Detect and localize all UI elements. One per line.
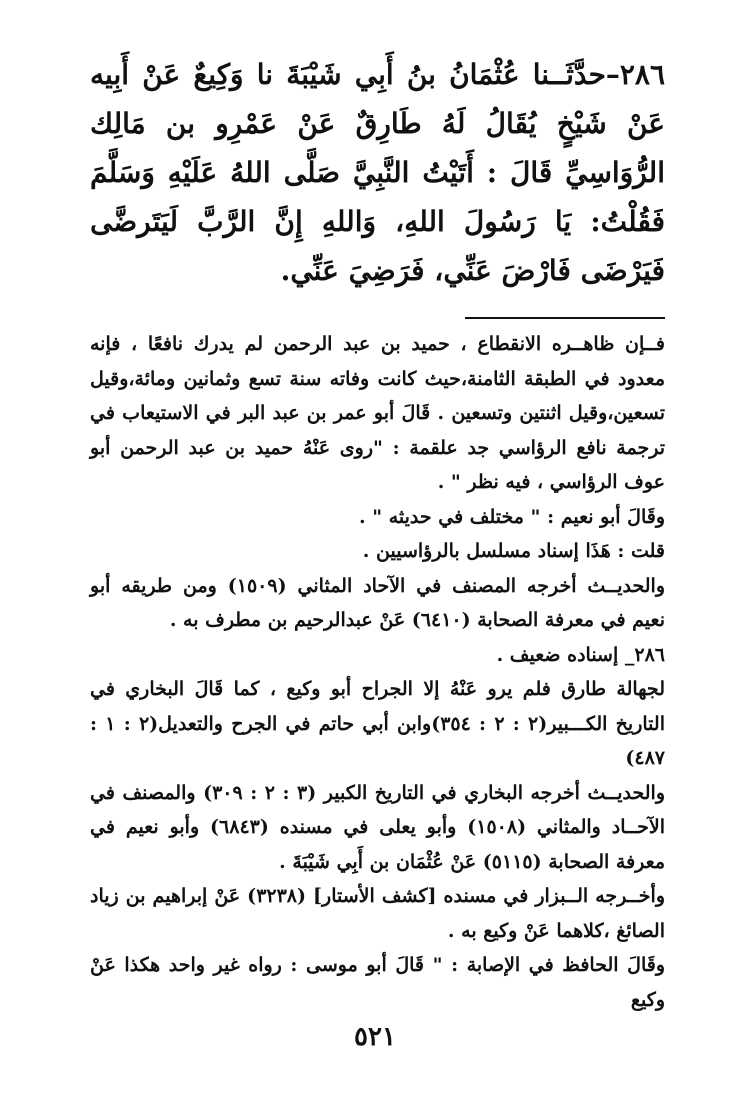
footnote-paragraph: وأخــرجه الــبزار في مسنده [كشف الأستار] (٣٢٣٨) عَنْ إبراهيم بن زياد الصائغ ،كلاهما عَنْ وكيع به .	[90, 885, 665, 942]
page-content	[90, 50, 665, 1100]
page-number: ٥٢١	[354, 1022, 396, 1052]
footnote-paragraph: لجهالة طارق فلم يرو عَنْهُ إلا الجراح أبو وكيع ، كما قَالَ البخاري في التاريخ الكـــبير(٢ : ٢ : ٣٥٤)وابن أبي حاتم في الجرح والتعديل(٢ : ١ : ٤٨٧)	[90, 678, 665, 769]
hadith-body: –حدَّثَــنا عُثْمَانُ بنُ أَبِي شَيْبَةَ نا وَكِيعٌ عَنْ أَبِيه عَنْ شَيْخٍ يُقَالُ لَهُ طَارِقٌ عَنْ عَمْرِو بن مَالِك الرُّوَاسِيِّ قَالَ : أَتَيْتُ النَّبِيَّ صَلَّى اللهُ عَلَيْهِ وَسَلَّمَ فَقُلْتُ: يَا رَسُولَ اللهِ، وَاللهِ إِنَّ الرَّبَّ لَيَتَرضَّى فَيَرْضَى فَارْضَ عَنِّي، فَرَضِيَ عَنِّي.	[90, 58, 665, 287]
footnote-paragraph: قلت : هَذَا إسناد مسلسل بالرؤاسيين .	[362, 540, 665, 562]
hadith-text-block	[90, 50, 665, 295]
footnote-paragraph: وقَالَ أبو نعيم : " مختلف في حديثه " .	[358, 505, 665, 528]
footnote-paragraph: وقَالَ الحافظ في الإصابة : " قَالَ أبو موسى : رواه غير واحد هكذا عَنْ وكيع	[90, 954, 665, 1011]
footnotes	[90, 327, 665, 1017]
footnote-paragraph: ٢٨٦_ إسناده ضعيف .	[496, 643, 665, 666]
footnote-paragraph: والحديــث أخرجه البخاري في التاريخ الكبير (٣ : ٢ : ٣٠٩) والمصنف في الآحــاد والمثاني (١٥٠٨) وأبو يعلى في مسنده (٦٨٤٣) وأبو نعيم في معرفة الصحابة (٥١١٥) عَنْ عُثْمَان بن أَبِي شَيْبَةَ .	[90, 781, 666, 873]
footnote-paragraph: والحديــث أخرجه المصنف في الآحاد المثاني (١٥٠٩) ومن طريقه أبو نعيم في معرفة الصحابة (٦٤١٠) عَنْ عبدالرحيم بن مطرف به .	[90, 574, 665, 631]
hadith-number: ٢٨٦	[619, 58, 665, 91]
footnote-paragraph: فــإن ظاهــره الانقطاع ، حميد بن عبد الرحمن لم يدرك نافعًا ، فإنه معدود في الطبقة الثامنة،حيث كانت وفاته سنة تسع وثمانين ومائة،وقيل تسعين،وقيل اثنتين وتسعين . قَالَ أبو عمر بن عبد البر في الاستيعاب في ترجمة نافع الرؤاسي جد علقمة : "روى عَنْهُ حميد بن عبد الرحمن أبو عوف الرؤاسي ، فيه نظر " .	[90, 333, 665, 493]
footnote-divider	[465, 317, 665, 319]
